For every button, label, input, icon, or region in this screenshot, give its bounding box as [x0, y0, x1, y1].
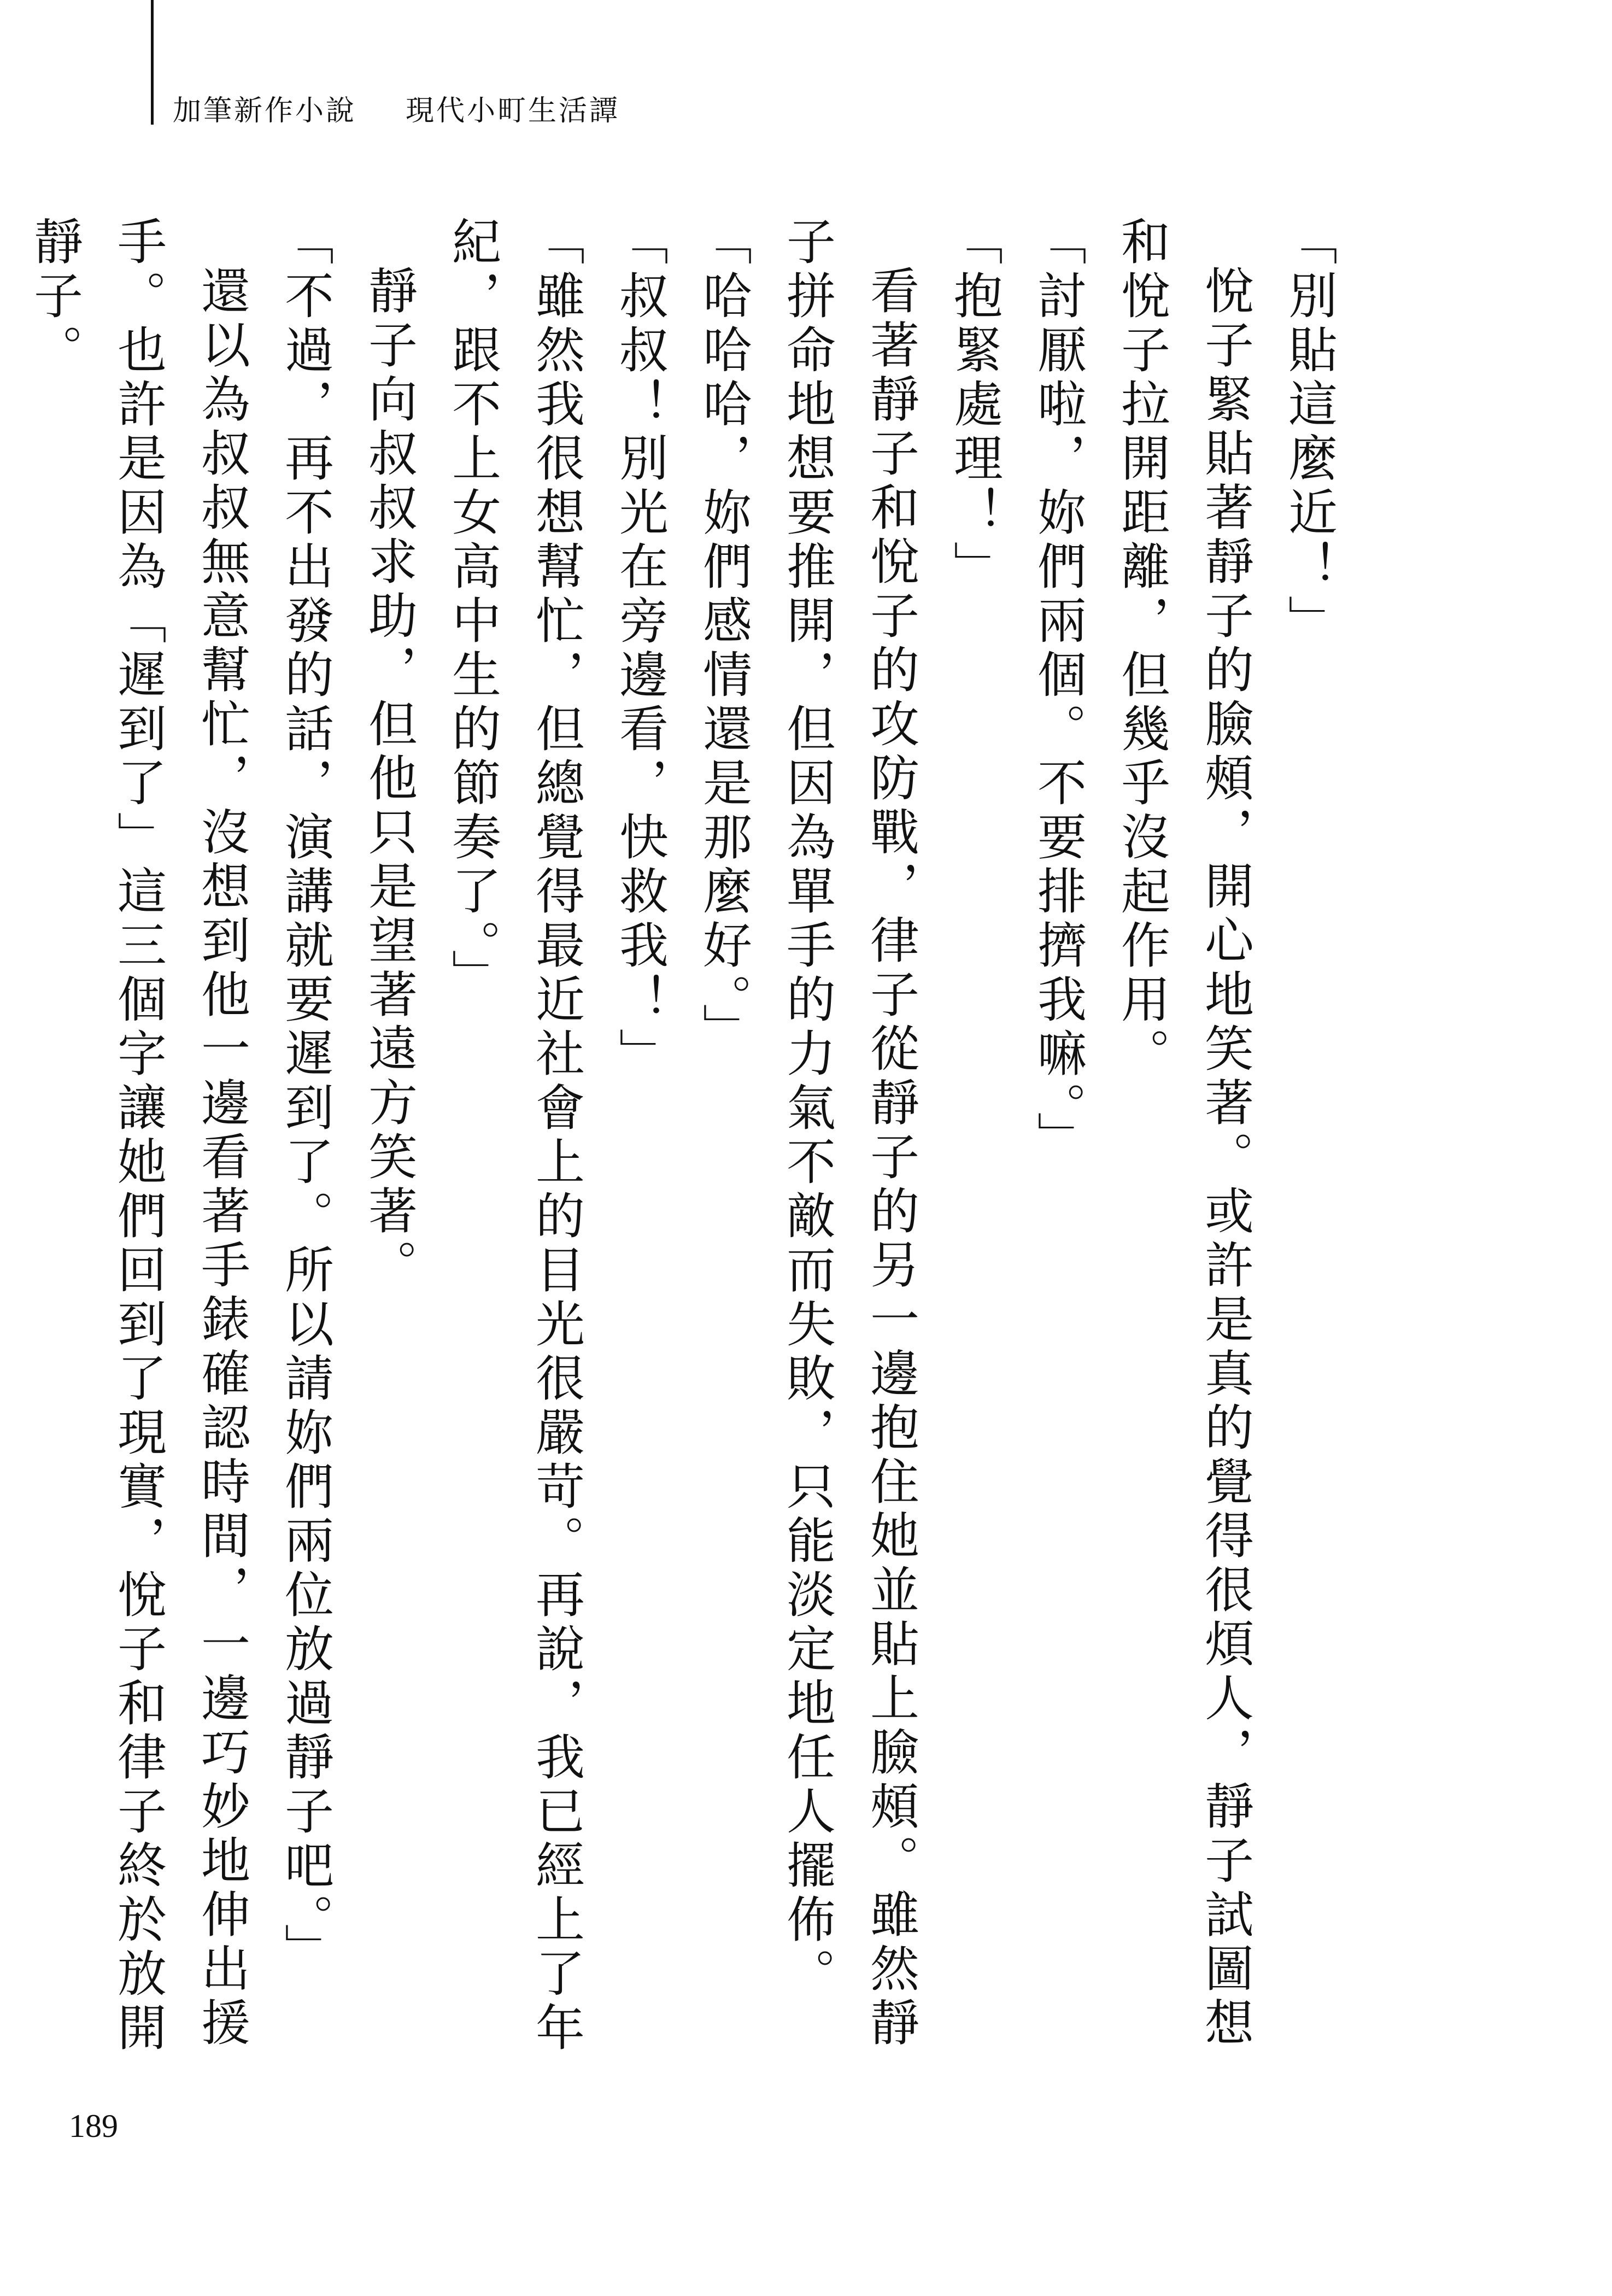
work-title: 現代小町生活譚 — [406, 95, 620, 127]
running-head — [173, 87, 620, 128]
paragraph: 「不過，再不出發的話，演講就要遲到了。所以請妳們兩位放過靜子吧。」 — [276, 216, 333, 1977]
page-number: 189 — [69, 2108, 118, 2144]
paragraph: 看著靜子和悅子的攻防戰，律子從靜子的另一邊抱住她並貼上臉頰。雖然靜子拼命地想要推開，但因為單手的力氣不敵而失敗，只能淡定地任人擺佈。 — [778, 216, 919, 2051]
paragraph: 靜子向叔叔求助，但他只是望著遠方笑著。 — [360, 265, 417, 1293]
paragraph: 「雖然我很想幫忙，但總覺得最近社會上的目光很嚴苛。再說，我已經上了年紀，跟不上女高中生的節奏了。」 — [443, 216, 584, 2056]
paragraph: 悅子緊貼著靜子的臉頰，開心地笑著。或許是真的覺得很煩人，靜子試圖想和悅子拉開距離，但幾乎沒起作用。 — [1112, 216, 1253, 2051]
paragraph: 「哈哈哈，妳們感情還是那麼好。」 — [694, 216, 752, 1057]
body-text — [25, 216, 1350, 2086]
paragraph: 「抱緊處理！」 — [945, 216, 1003, 595]
paragraph: 還以為叔叔無意幫忙，沒想到他一邊看著手錶確認時間，一邊巧妙地伸出援手。也許是因為「遲到了」這三個字讓她們回到了現實，悅子和律子終於放開靜子。 — [25, 216, 250, 2056]
paragraph: 「別貼這麼近！」 — [1280, 216, 1337, 649]
paragraph — [0, 216, 12, 2086]
paragraph: 「叔叔！別光在旁邊看，快救我！」 — [611, 216, 668, 1082]
header-rule — [151, 0, 154, 125]
series-title: 加筆新作小說 — [173, 95, 357, 127]
paragraph: 「討厭啦，妳們兩個。不要排擠我嘛。」 — [1029, 216, 1086, 1165]
